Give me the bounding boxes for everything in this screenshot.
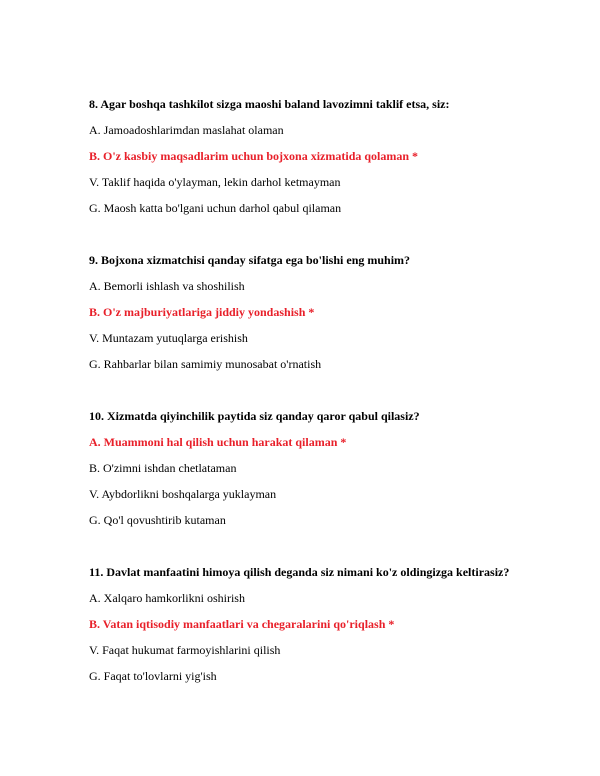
question-11-option-g: G. Faqat to'lovlarni yig'ish [89, 669, 217, 683]
question-10-option-v: V. Aybdorlikni boshqalarga yuklayman [89, 487, 277, 501]
question-9-option-g: G. Rahbarlar bilan samimiy munosabat o'rnatish [89, 357, 322, 371]
question-11-option-b-correct: B. Vatan iqtisodiy manfaatlari va chegaralarini qo'riqlash * [89, 617, 395, 631]
question-8-option-g: G. Maosh katta bo'lgani uchun darhol qabul qilaman [89, 201, 342, 215]
question-8-option-v: V. Taklif haqida o'ylayman, lekin darhol ketmayman [89, 175, 341, 189]
question-9-option-a: A. Bemorli ishlash va shoshilish [89, 279, 245, 293]
question-8-option-a: A. Jamoadoshlarimdan maslahat olaman [89, 123, 284, 137]
question-9-option-v: V. Muntazam yutuqlarga erishish [89, 331, 248, 345]
question-10-option-a-correct: A. Muammoni hal qilish uchun harakat qilaman * [89, 435, 347, 449]
question-11-option-a: A. Xalqaro hamkorlikni oshirish [89, 591, 245, 605]
question-11-option-v: V. Faqat hukumat farmoyishlarini qilish [89, 643, 281, 657]
question-9-option-b-correct: B. O'z majburiyatlariga jiddiy yondashish * [89, 305, 315, 319]
question-10-option-b: B. O'zimni ishdan chetlataman [89, 461, 237, 475]
question-10: 10. Xizmatda qiyinchilik paytida siz qanday qaror qabul qilasiz? [89, 409, 420, 423]
question-10-option-g: G. Qo'l qovushtirib kutaman [89, 513, 226, 527]
question-11: 11. Davlat manfaatini himoya qilish deganda siz nimani ko'z oldingizga keltirasiz? [89, 565, 510, 579]
question-8: 8. Agar boshqa tashkilot sizga maoshi baland lavozimni taklif etsa, siz: [89, 97, 450, 111]
question-8-option-b-correct: B. O'z kasbiy maqsadlarim uchun bojxona xizmatida qolaman * [89, 149, 419, 163]
question-9: 9. Bojxona xizmatchisi qanday sifatga ega bo'lishi eng muhim? [89, 253, 411, 267]
